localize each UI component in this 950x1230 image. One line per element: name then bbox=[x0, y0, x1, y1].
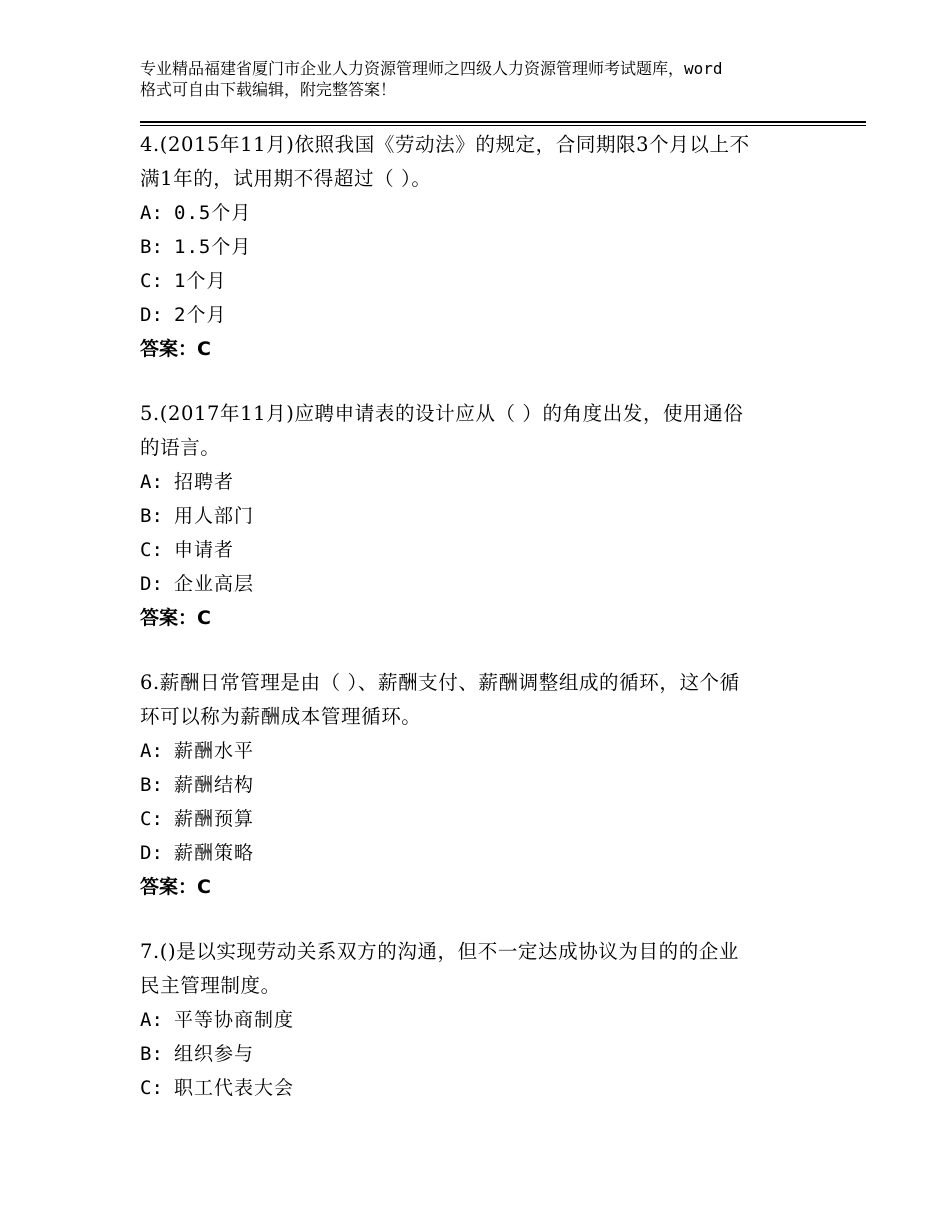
option-letter: B: bbox=[140, 505, 163, 527]
option-b bbox=[140, 499, 820, 533]
option-d bbox=[140, 298, 820, 332]
question-stem bbox=[140, 666, 820, 734]
option-c bbox=[140, 264, 820, 298]
option-letter: B: bbox=[140, 1043, 163, 1065]
question-stem-line: 民主管理制度。 bbox=[140, 974, 281, 997]
option-text: 招聘者 bbox=[174, 471, 235, 493]
header-divider-thick bbox=[140, 121, 866, 123]
option-text: 薪酬结构 bbox=[174, 774, 255, 796]
question-item bbox=[140, 397, 820, 635]
question-stem-line: 满1年的，试用期不得超过（ ）。 bbox=[140, 167, 432, 190]
option-a bbox=[140, 465, 820, 499]
option-text: 申请者 bbox=[174, 539, 235, 561]
option-text: 0.5个月 bbox=[174, 202, 252, 224]
option-letter: A: bbox=[140, 202, 163, 224]
option-d bbox=[140, 567, 820, 601]
option-c bbox=[140, 1071, 820, 1105]
option-letter: C: bbox=[140, 808, 163, 830]
option-text: 2个月 bbox=[174, 304, 227, 326]
option-text: 组织参与 bbox=[174, 1043, 255, 1065]
option-d bbox=[140, 836, 820, 870]
question-stem bbox=[140, 397, 820, 465]
option-letter: C: bbox=[140, 1077, 163, 1099]
answer-label: 答案：C bbox=[140, 607, 211, 629]
question-stem-line: 7.()是以实现劳动关系双方的沟通，但不一定达成协议为目的的企业 bbox=[140, 940, 740, 963]
question-stem-line: 6.薪酬日常管理是由（ ）、薪酬支付、薪酬调整组成的循环，这个循 bbox=[140, 671, 740, 694]
question-item bbox=[140, 935, 820, 1105]
answer-label: 答案：C bbox=[140, 876, 211, 898]
option-b bbox=[140, 1037, 820, 1071]
option-text: 平等协商制度 bbox=[174, 1009, 295, 1031]
question-stem-line: 的语言。 bbox=[140, 436, 221, 459]
option-letter: A: bbox=[140, 471, 163, 493]
option-text: 用人部门 bbox=[174, 505, 255, 527]
option-letter: B: bbox=[140, 774, 163, 796]
option-letter: A: bbox=[140, 1009, 163, 1031]
question-stem-line: 环可以称为薪酬成本管理循环。 bbox=[140, 705, 422, 728]
option-text: 薪酬水平 bbox=[174, 740, 255, 762]
document-header bbox=[140, 58, 840, 100]
option-letter: C: bbox=[140, 270, 163, 292]
question-list bbox=[140, 128, 820, 1136]
option-text: 1个月 bbox=[174, 270, 227, 292]
header-divider-thin bbox=[140, 125, 866, 126]
option-text: 企业高层 bbox=[174, 573, 255, 595]
question-stem bbox=[140, 128, 820, 196]
header-title-line-1: 专业精品福建省厦门市企业人力资源管理师之四级人力资源管理师考试题库，word bbox=[140, 59, 723, 78]
option-a bbox=[140, 196, 820, 230]
option-text: 薪酬预算 bbox=[174, 808, 255, 830]
option-letter: C: bbox=[140, 539, 163, 561]
question-stem-line: 4.(2015年11月)依照我国《劳动法》的规定，合同期限3个月以上不 bbox=[140, 133, 750, 156]
option-letter: D: bbox=[140, 573, 163, 595]
question-stem-line: 5.(2017年11月)应聘申请表的设计应从（ ）的角度出发，使用通俗 bbox=[140, 402, 744, 425]
question-stem bbox=[140, 935, 820, 1003]
option-letter: D: bbox=[140, 304, 163, 326]
question-item bbox=[140, 128, 820, 366]
option-a bbox=[140, 734, 820, 768]
option-c bbox=[140, 802, 820, 836]
option-letter: A: bbox=[140, 740, 163, 762]
option-b bbox=[140, 230, 820, 264]
option-text: 职工代表大会 bbox=[174, 1077, 295, 1099]
option-a bbox=[140, 1003, 820, 1037]
option-text: 1.5个月 bbox=[174, 236, 252, 258]
question-item bbox=[140, 666, 820, 904]
option-letter: D: bbox=[140, 842, 163, 864]
answer-label: 答案：C bbox=[140, 338, 211, 360]
header-title-line-2: 格式可自由下载编辑，附完整答案！ bbox=[140, 80, 397, 99]
option-letter: B: bbox=[140, 236, 163, 258]
option-c bbox=[140, 533, 820, 567]
option-text: 薪酬策略 bbox=[174, 842, 255, 864]
option-b bbox=[140, 768, 820, 802]
